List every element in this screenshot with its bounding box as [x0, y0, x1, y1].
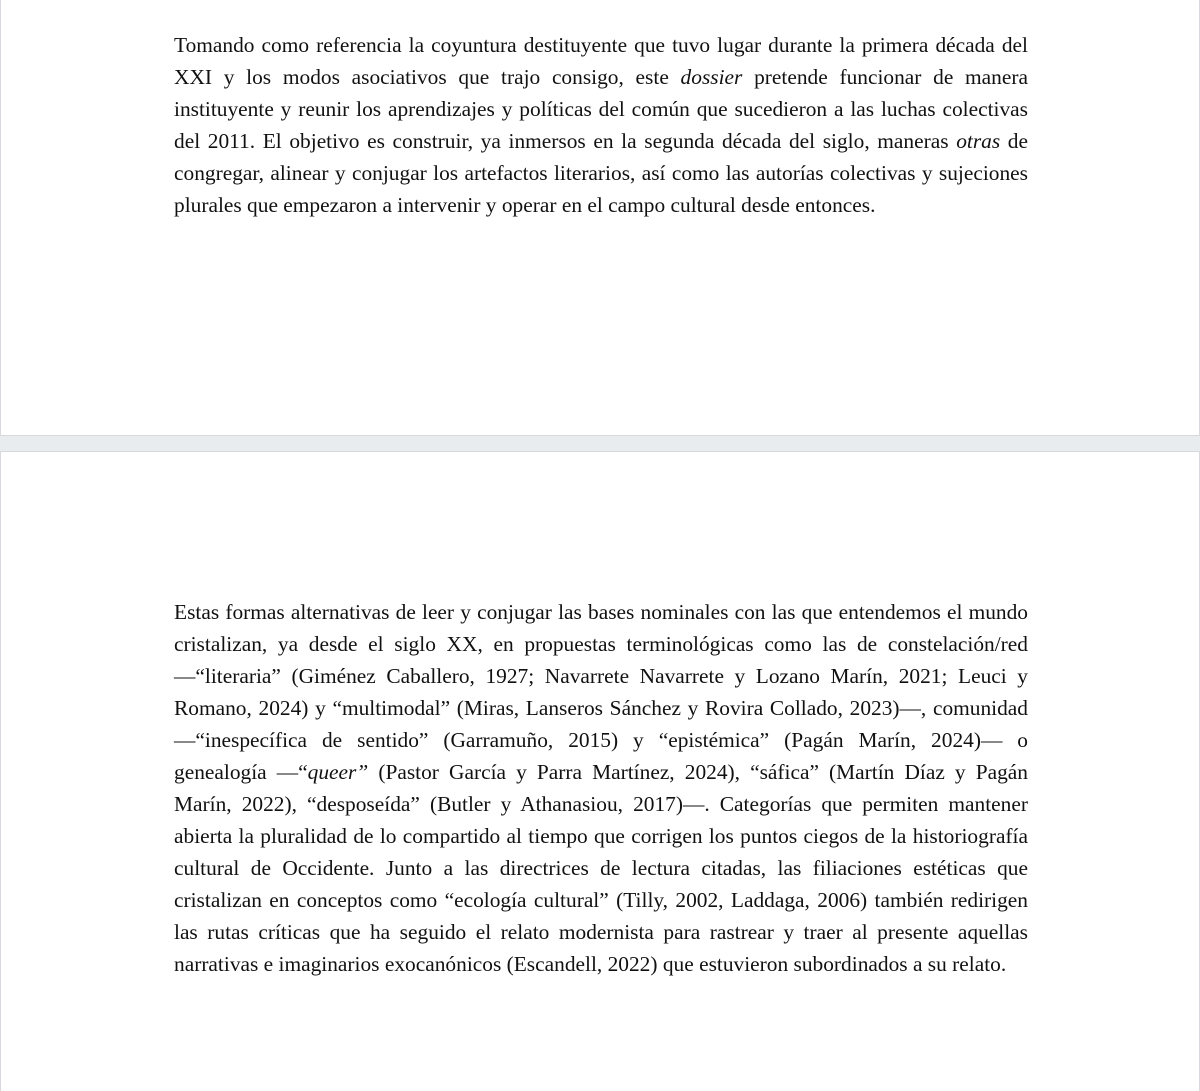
italic-term-queer: queer” — [307, 760, 369, 784]
document-page-1 — [0, 0, 1200, 436]
intro-paragraph — [174, 29, 1028, 221]
paragraph-text: de congregar, alinear y conjugar los artefactos literarios, así como las autorías colectivas y sujeciones plurales que empezaron a intervenir y operar en el campo cultural desde entonces. — [174, 129, 1028, 217]
paragraph-text: pretende funcionar de manera instituyente y reunir los aprendizajes y políticas del común que sucedieron a las luchas colectivas del 2011. El objetivo es construir, ya inmersos en la segunda década del siglo, maneras — [174, 65, 1028, 153]
document-page-2 — [0, 451, 1200, 1091]
body-paragraph — [174, 596, 1028, 980]
italic-term-otras: otras — [956, 129, 1001, 153]
italic-term-dossier: dossier — [680, 65, 743, 89]
paragraph-text: Tomando como referencia la coyuntura destituyente que tuvo lugar durante la primera década del XXI y los modos asociativos que trajo consigo, este — [174, 33, 1028, 89]
paragraph-text: Estas formas alternativas de leer y conjugar las bases nominales con las que entendemos el mundo cristalizan, ya desde el siglo XX, en propuestas terminológicas como las de constelación/red —“literaria” (Giménez Caballero, 1927; Navarrete Navarrete y Lozano Marín, 2021; Leuci y Romano, 2024) y “multimodal” (Miras, Lanseros Sánchez y Rovira Collado, 2023)—, comunidad —“inespecífica de sentido” (Garramuño, 2015) y “epistémica” (Pagán Marín, 2024)— o genealogía —“ — [174, 600, 1028, 784]
paragraph-text: (Pastor García y Parra Martínez, 2024), “sáfica” (Martín Díaz y Pagán Marín, 2022), “desposeída” (Butler y Athanasiou, 2017)—. Categorías que permiten mantener abierta la pluralidad de lo compartido al tiempo que corrigen los puntos ciegos de la historiografía cultural de Occidente. Junto a las directrices de lectura citadas, las filiaciones estéticas que cristalizan en conceptos como “ecología cultural” (Tilly, 2002, Laddaga, 2006) también redirigen las rutas críticas que ha seguido el relato modernista para rastrear y traer al presente aquellas narrativas e imaginarios exocanónicos (Escandell, 2022) que estuvieron subordinados a su relato. — [174, 760, 1028, 976]
